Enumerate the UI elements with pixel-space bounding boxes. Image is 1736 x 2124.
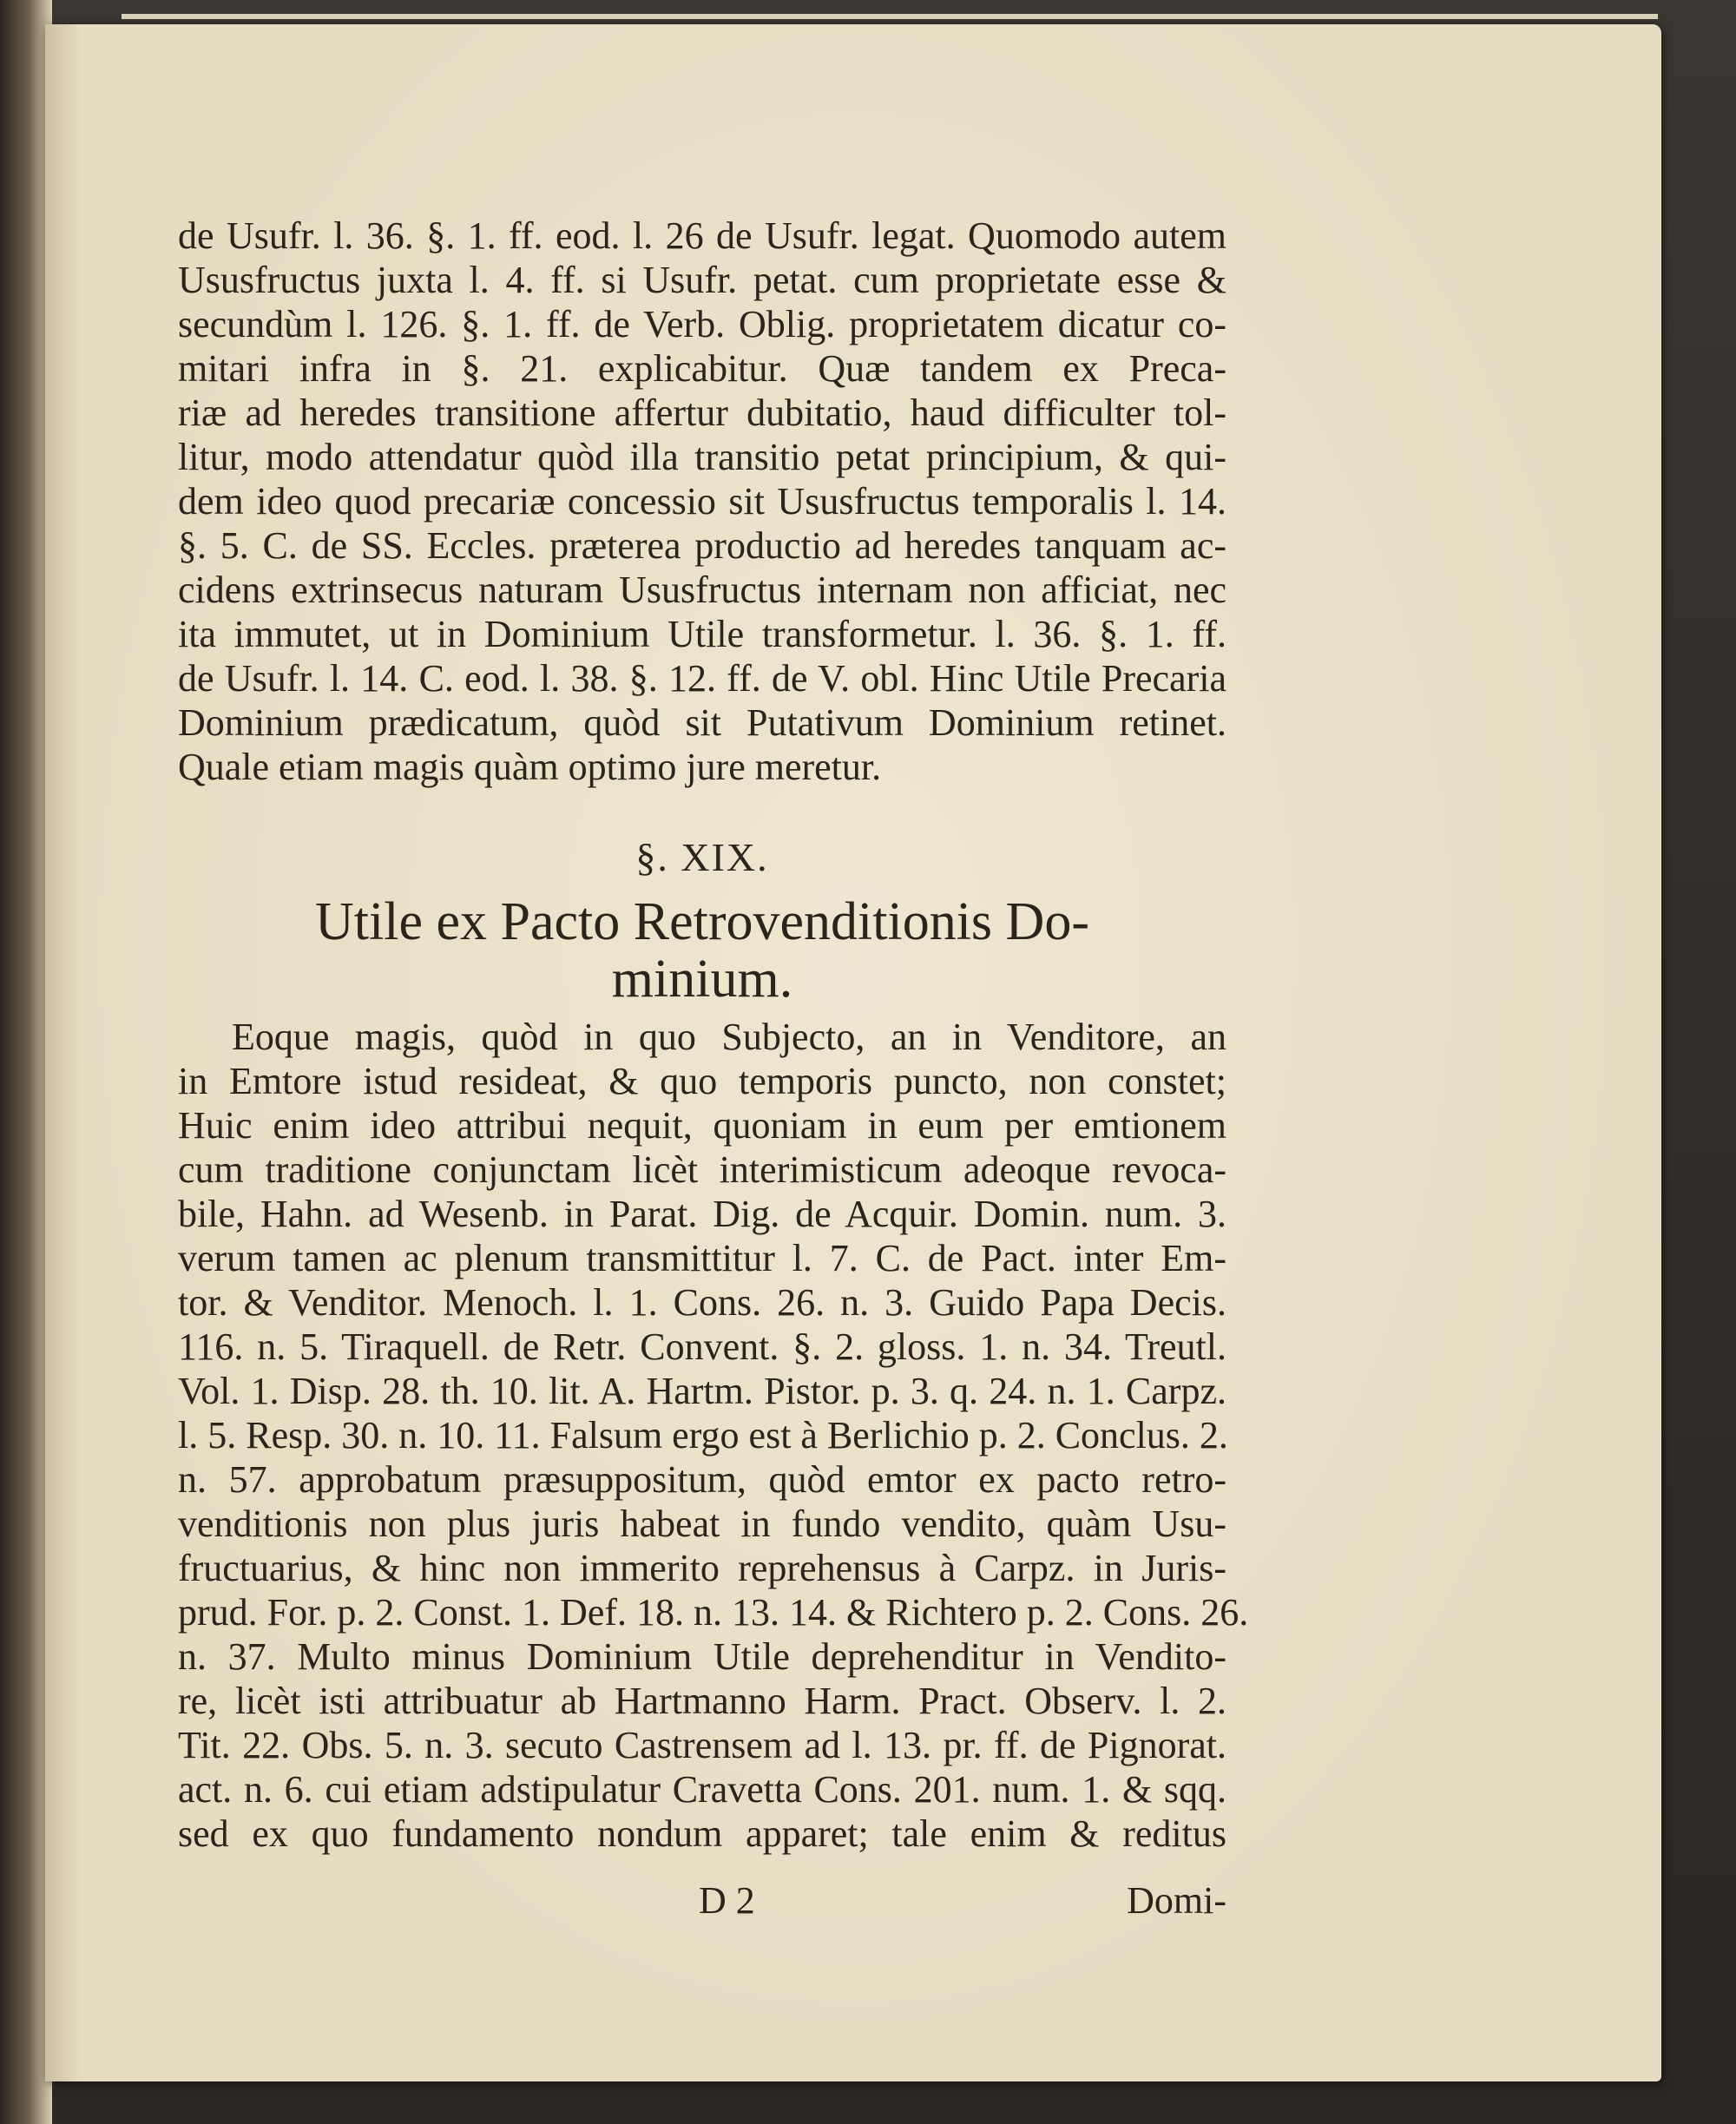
- text-line: prud. For. p. 2. Const. 1. Def. 18. n. 13. 14. & Richtero p. 2. Cons. 26.: [178, 1591, 1249, 1634]
- text-line: re, licèt isti attribuatur ab Hartmanno Harm. Pract. Observ. l. 2.: [178, 1680, 1226, 1722]
- text-line: verum tamen ac plenum transmittitur l. 7. C. de Pact. inter Em-: [178, 1237, 1226, 1279]
- text-line: fructuarius, & hinc non immerito reprehensus à Carpz. in Juris-: [178, 1547, 1226, 1589]
- text-line: cidens extrinsecus naturam Ususfructus internam non afficiat, nec: [178, 569, 1226, 611]
- text-line: riæ ad heredes transitione affertur dubitatio, haud difficulter tol-: [178, 391, 1226, 434]
- text-line: venditionis non plus juris habeat in fundo vendito, quàm Usu-: [178, 1503, 1226, 1545]
- text-line: Huic enim ideo attribui nequit, quoniam in eum per emtionem: [178, 1104, 1226, 1147]
- text-line: de Usufr. l. 14. C. eod. l. 38. §. 12. ff. de V. obl. Hinc Utile Precaria: [178, 657, 1226, 700]
- text-line: Dominium prædicatum, quòd sit Putativum Dominium retinet.: [178, 701, 1226, 744]
- text-line: n. 57. approbatum præsuppositum, quòd emtor ex pacto retro-: [178, 1458, 1226, 1501]
- signature-mark: D 2: [699, 1879, 755, 1922]
- text-line: bile, Hahn. ad Wesenb. in Parat. Dig. de Acquir. Domin. num. 3.: [178, 1193, 1226, 1235]
- section-heading: Utile ex Pacto Retrovenditionis Do-: [315, 892, 1089, 951]
- text-line: mitari infra in §. 21. explicabitur. Quæ tandem ex Preca-: [178, 347, 1226, 390]
- section-number: §. XIX.: [635, 835, 769, 879]
- text-line: §. 5. C. de SS. Eccles. præterea productio ad heredes tanquam ac-: [178, 524, 1226, 567]
- text-line: Eoque magis, quòd in quo Subjecto, an in Venditore, an: [232, 1016, 1226, 1058]
- catchword: Domi-: [1127, 1879, 1226, 1922]
- text-line: de Usufr. l. 36. §. 1. ff. eod. l. 26 de Usufr. legat. Quomodo autem: [178, 214, 1226, 257]
- text-line: litur, modo attendatur quòd illa transitio petat principium, & qui-: [178, 436, 1226, 478]
- text-line: Vol. 1. Disp. 28. th. 10. lit. A. Hartm. Pistor. p. 3. q. 24. n. 1. Carpz.: [178, 1370, 1226, 1412]
- text-line: secundùm l. 126. §. 1. ff. de Verb. Oblig. proprietatem dicatur co-: [178, 303, 1226, 345]
- text-line: Ususfructus juxta l. 4. ff. si Usufr. petat. cum proprietate esse &: [178, 259, 1226, 301]
- page-top-edge: [122, 14, 1658, 19]
- text-line: Tit. 22. Obs. 5. n. 3. secuto Castrensem ad l. 13. pr. ff. de Pignorat.: [178, 1724, 1226, 1766]
- section-heading-continued: minium.: [611, 950, 793, 1009]
- text-line: dem ideo quod precariæ concessio sit Ususfructus temporalis l. 14.: [178, 480, 1226, 523]
- text-line: 116. n. 5. Tiraquell. de Retr. Convent. §. 2. gloss. 1. n. 34. Treutl.: [178, 1325, 1226, 1368]
- text-line: n. 37. Multo minus Dominium Utile deprehenditur in Vendito-: [178, 1635, 1226, 1678]
- text-line: l. 5. Resp. 30. n. 10. 11. Falsum ergo est à Berlichio p. 2. Conclus. 2.: [178, 1414, 1228, 1457]
- book-spine: [0, 0, 52, 2124]
- text-line: in Emtore istud resideat, & quo temporis puncto, non constet;: [178, 1060, 1226, 1102]
- text-line: sed ex quo fundamento nondum apparet; tale enim & reditus: [178, 1812, 1226, 1855]
- text-line: act. n. 6. cui etiam adstipulatur Cravetta Cons. 201. num. 1. & sqq.: [178, 1768, 1226, 1811]
- text-line: tor. & Venditor. Menoch. l. 1. Cons. 26. n. 3. Guido Papa Decis.: [178, 1281, 1226, 1324]
- text-line: cum traditione conjunctam licèt interimisticum adeoque revoca-: [178, 1148, 1226, 1191]
- text-line: Quale etiam magis quàm optimo jure meretur.: [178, 746, 882, 788]
- text-line: ita immutet, ut in Dominium Utile transformetur. l. 36. §. 1. ff.: [178, 613, 1226, 655]
